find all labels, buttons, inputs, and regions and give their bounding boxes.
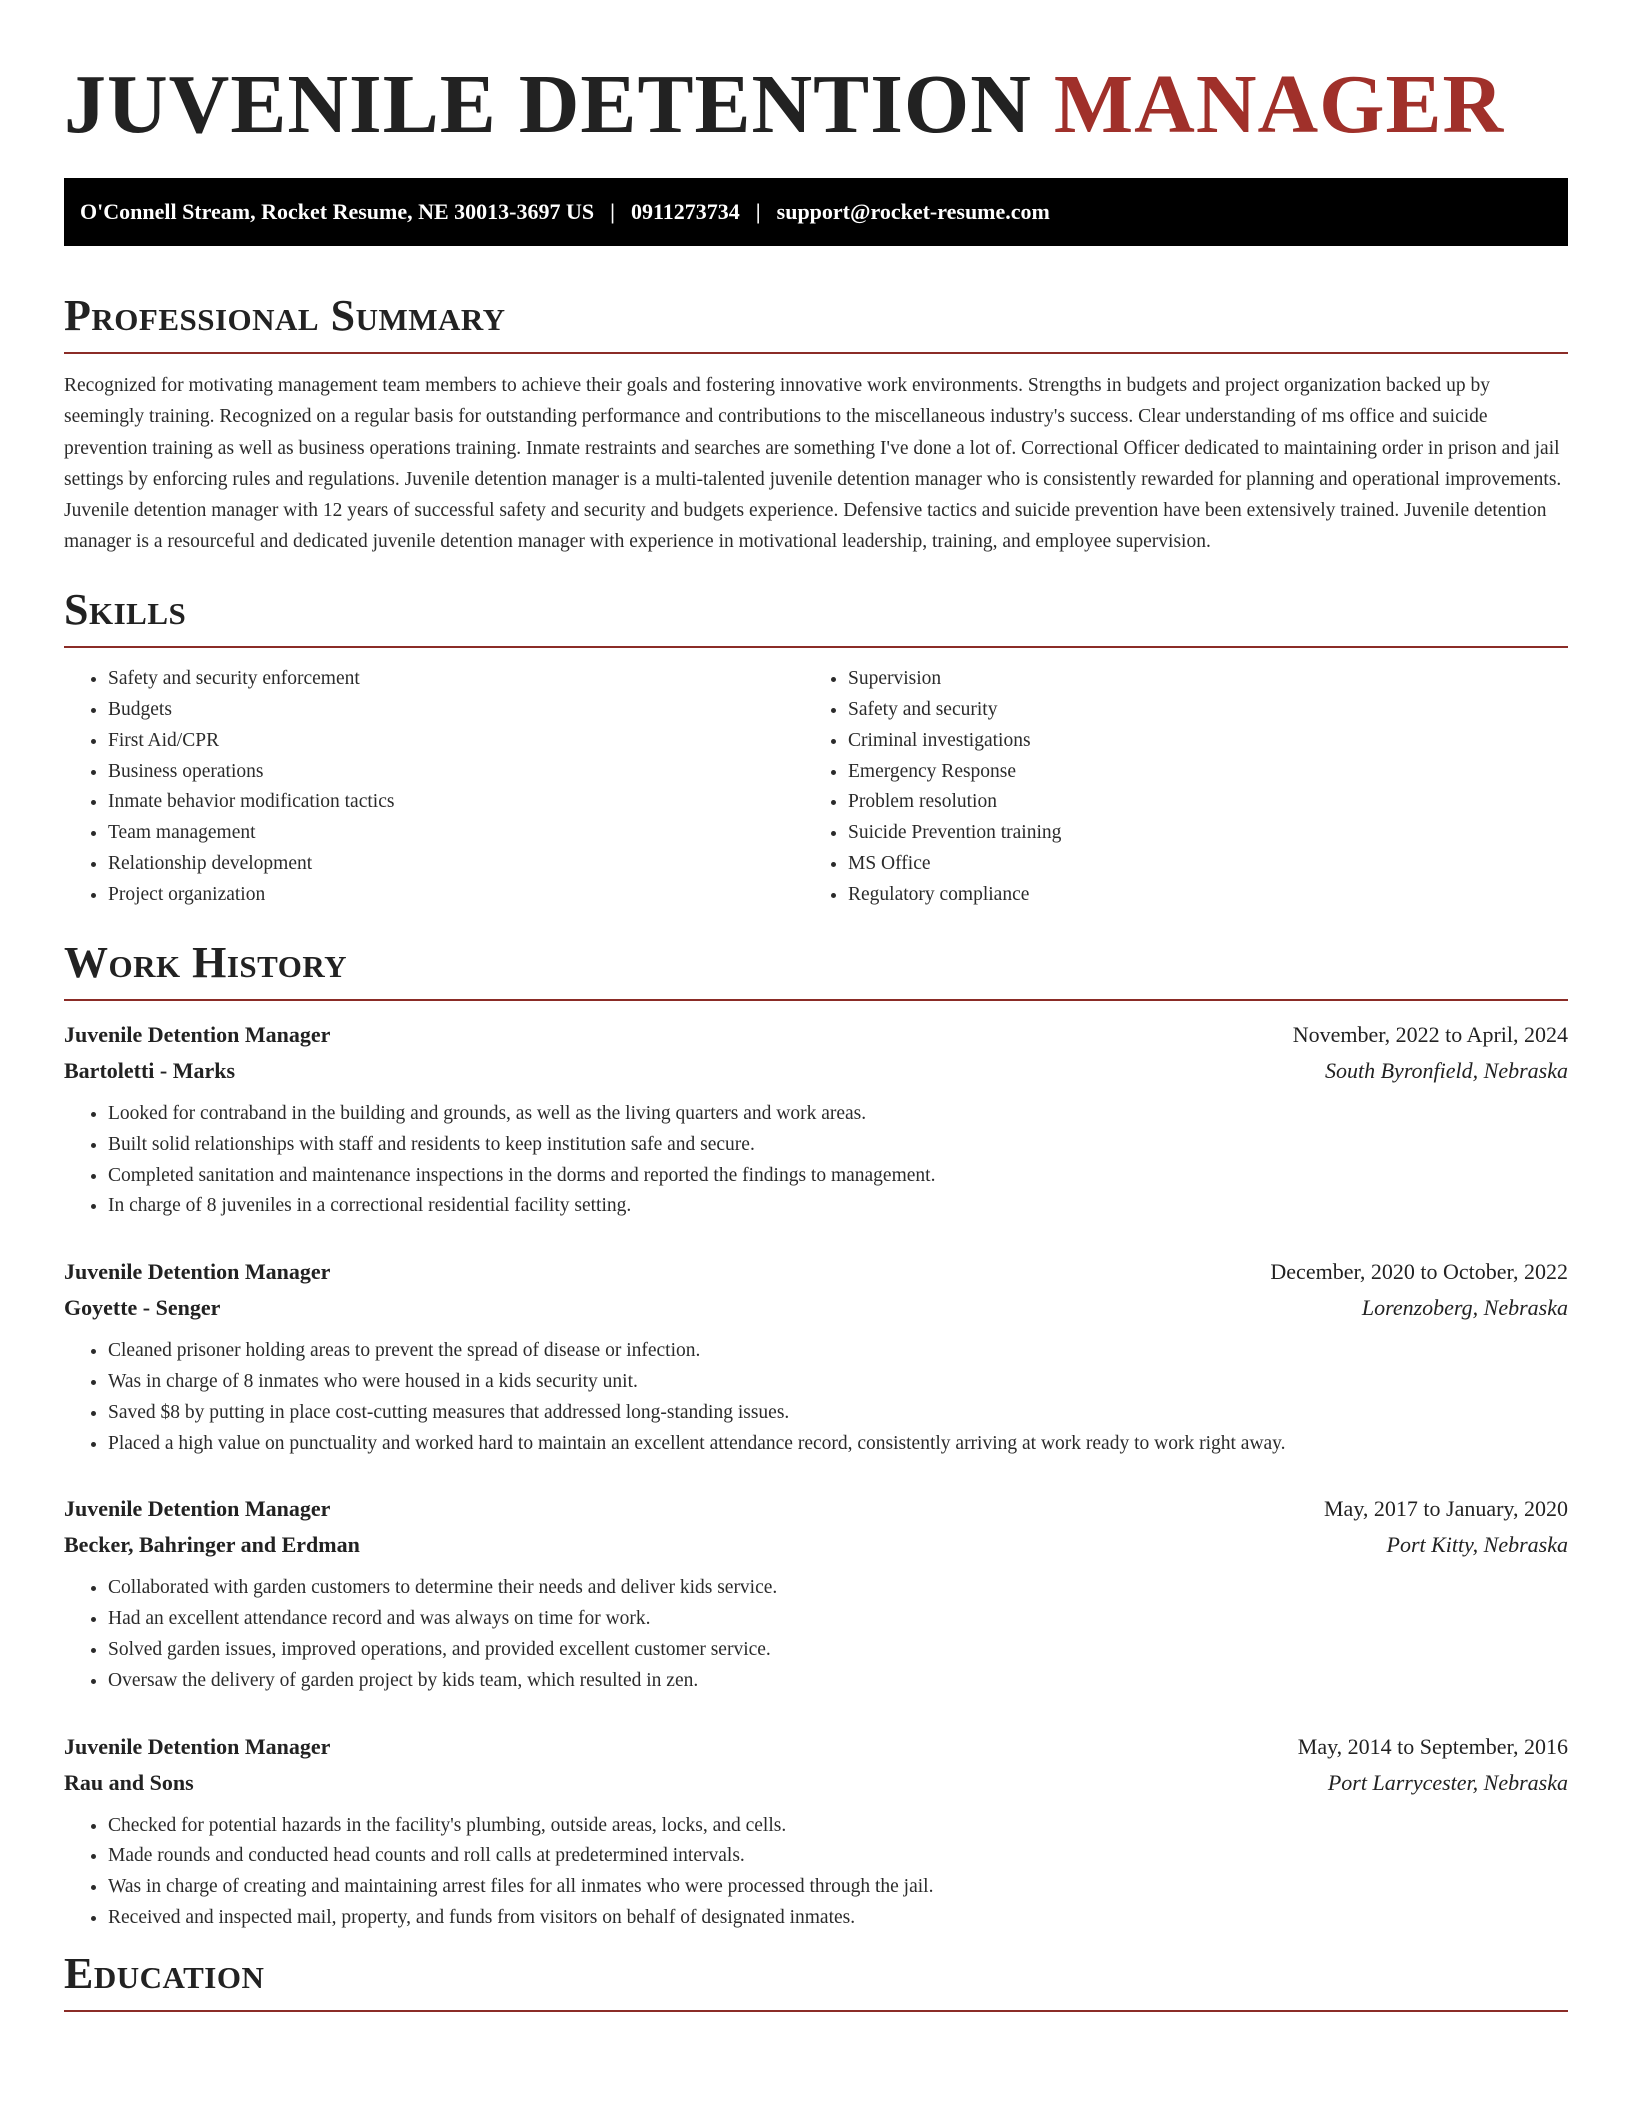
job-duties xyxy=(64,1099,1568,1222)
job-dates: December, 2020 to October, 2022 xyxy=(1270,1259,1568,1285)
job-dates: May, 2014 to September, 2016 xyxy=(1297,1733,1568,1759)
job-location: South Byronfield, Nebraska xyxy=(1325,1058,1568,1084)
skill-item: • Budgets xyxy=(108,695,804,726)
job-duty: • Received and inspected mail, property, and funds from visitors on behalf of designated inmates. xyxy=(108,1903,1568,1934)
skill-item: • Regulatory compliance xyxy=(848,880,1544,911)
job-duty: • Placed a high value on punctuality and worked hard to maintain an excellent attendance record, consistently arriving at work ready to work right away. xyxy=(108,1429,1568,1460)
job-duty: • Saved $8 by putting in place cost-cutting measures that addressed long-standing issues. xyxy=(108,1398,1568,1429)
skill-item: • Supervision xyxy=(848,664,1544,695)
section-divider xyxy=(64,646,1568,648)
job-location: Port Kitty, Nebraska xyxy=(1386,1532,1568,1558)
job-dates: November, 2022 to April, 2024 xyxy=(1292,1022,1568,1048)
job-company: Bartoletti - Marks xyxy=(64,1058,236,1084)
job-duty: • Was in charge of creating and maintaining arrest files for all inmates who were processed through the jail. xyxy=(108,1872,1568,1903)
name-accent: MANAGER xyxy=(1053,58,1505,151)
section-divider xyxy=(64,2010,1568,2012)
job-company: Becker, Bahringer and Erdman xyxy=(64,1532,360,1558)
skill-item: • First Aid/CPR xyxy=(108,726,804,757)
job-duty: • Looked for contraband in the building and grounds, as well as the living quarters and work areas. xyxy=(108,1099,1568,1130)
section-divider xyxy=(64,352,1568,354)
job-duty: • Completed sanitation and maintenance inspections in the dorms and reported the findings to management. xyxy=(108,1161,1568,1192)
job-entry xyxy=(64,1729,1568,1934)
skills-heading: Skills xyxy=(64,584,187,634)
education-section xyxy=(64,1948,1568,2012)
skill-item: • Relationship development xyxy=(108,849,804,880)
skills-columns xyxy=(64,664,1568,911)
job-duties xyxy=(64,1811,1568,1934)
contact-separator: | xyxy=(610,199,615,224)
job-dates: May, 2017 to January, 2020 xyxy=(1324,1496,1568,1522)
job-entry xyxy=(64,1254,1568,1459)
job-duty: • Solved garden issues, improved operations, and provided excellent customer service. xyxy=(108,1635,1568,1666)
job-duties xyxy=(64,1573,1568,1696)
job-title: Juvenile Detention Manager xyxy=(64,1733,331,1759)
skills-list-left xyxy=(64,664,804,911)
job-title: Juvenile Detention Manager xyxy=(64,1022,331,1048)
job-company: Rau and Sons xyxy=(64,1769,194,1795)
job-entry xyxy=(64,1491,1568,1696)
contact-phone: 0911273734 xyxy=(630,199,740,224)
name-main: JUVENILE DETENTION xyxy=(64,58,1032,151)
job-location: Port Larrycester, Nebraska xyxy=(1327,1769,1568,1795)
job-duty: • Oversaw the delivery of garden project by kids team, which resulted in zen. xyxy=(108,1666,1568,1697)
contact-separator: | xyxy=(755,199,761,224)
skill-item: • MS Office xyxy=(848,849,1544,880)
resume-name xyxy=(64,56,1568,154)
summary-heading: Professional Summary xyxy=(64,291,506,340)
skills-list-right xyxy=(804,664,1544,911)
skill-item: • Inmate behavior modification tactics xyxy=(108,787,804,818)
job-location: Lorenzoberg, Nebraska xyxy=(1361,1295,1568,1321)
job-title: Juvenile Detention Manager xyxy=(64,1259,331,1285)
work-heading: Work History xyxy=(64,938,348,988)
job-duty: • In charge of 8 juveniles in a correctional residential facility setting. xyxy=(108,1191,1568,1222)
skill-item: • Emergency Response xyxy=(848,757,1544,788)
skill-item: • Problem resolution xyxy=(848,787,1544,818)
job-duties xyxy=(64,1336,1568,1459)
contact-email: support@rocket-resume.com xyxy=(776,199,1050,224)
skill-item: • Project organization xyxy=(108,880,804,911)
skill-item: • Team management xyxy=(108,818,804,849)
job-company: Goyette - Senger xyxy=(64,1295,221,1321)
education-heading: Education xyxy=(64,1948,265,1998)
skill-item: • Criminal investigations xyxy=(848,726,1544,757)
job-title: Juvenile Detention Manager xyxy=(64,1496,331,1522)
job-duty: • Checked for potential hazards in the facility's plumbing, outside areas, locks, and cells. xyxy=(108,1811,1568,1842)
job-entry xyxy=(64,1017,1568,1222)
skills-section xyxy=(64,584,1568,911)
job-duty: • Was in charge of 8 inmates who were housed in a kids security unit. xyxy=(108,1367,1568,1398)
job-duty: • Collaborated with garden customers to determine their needs and deliver kids service. xyxy=(108,1573,1568,1604)
contact-bar xyxy=(64,178,1568,246)
contact-address: O'Connell Stream, Rocket Resume, NE 30013-3697 US xyxy=(80,199,595,224)
skill-item: • Safety and security enforcement xyxy=(108,664,804,695)
job-duty: • Had an excellent attendance record and was always on time for work. xyxy=(108,1604,1568,1635)
job-duty: • Built solid relationships with staff and residents to keep institution safe and secure. xyxy=(108,1130,1568,1161)
skill-item: • Suicide Prevention training xyxy=(848,818,1544,849)
summary-text: Recognized for motivating management team members to achieve their goals and fostering innovative work environments. Strengths in budgets and project organization backed up by seemingly training. Recognized on a regular basis for outstanding performance and contributions to the miscellaneous industry's success. Clear understanding of ms office and suicide prevention training as well as business operations training. Inmate restraints and searches are something I've done a lot of. Correctional Officer dedicated to maintaining order in prison and jail settings by enforcing rules and regulations. Juvenile detention manager is a multi-talented juvenile detention manager who is consistently rewarded for planning and operational improvements. Juvenile detention manager with 12 years of successful safety and security and budgets experience. Defensive tactics and suicide prevention have been extensively trained. Juvenile detention manager is a resourceful and dedicated juvenile detention manager with experience in motivational leadership, training, and employee supervision. xyxy=(64,375,1562,553)
job-duty: • Made rounds and conducted head counts and roll calls at predetermined intervals. xyxy=(108,1841,1568,1872)
job-duty: • Cleaned prisoner holding areas to prevent the spread of disease or infection. xyxy=(108,1336,1568,1367)
skill-item: • Safety and security xyxy=(848,695,1544,726)
section-divider xyxy=(64,999,1568,1001)
summary-section xyxy=(64,290,1568,558)
work-section xyxy=(64,937,1568,1934)
skill-item: • Business operations xyxy=(108,757,804,788)
